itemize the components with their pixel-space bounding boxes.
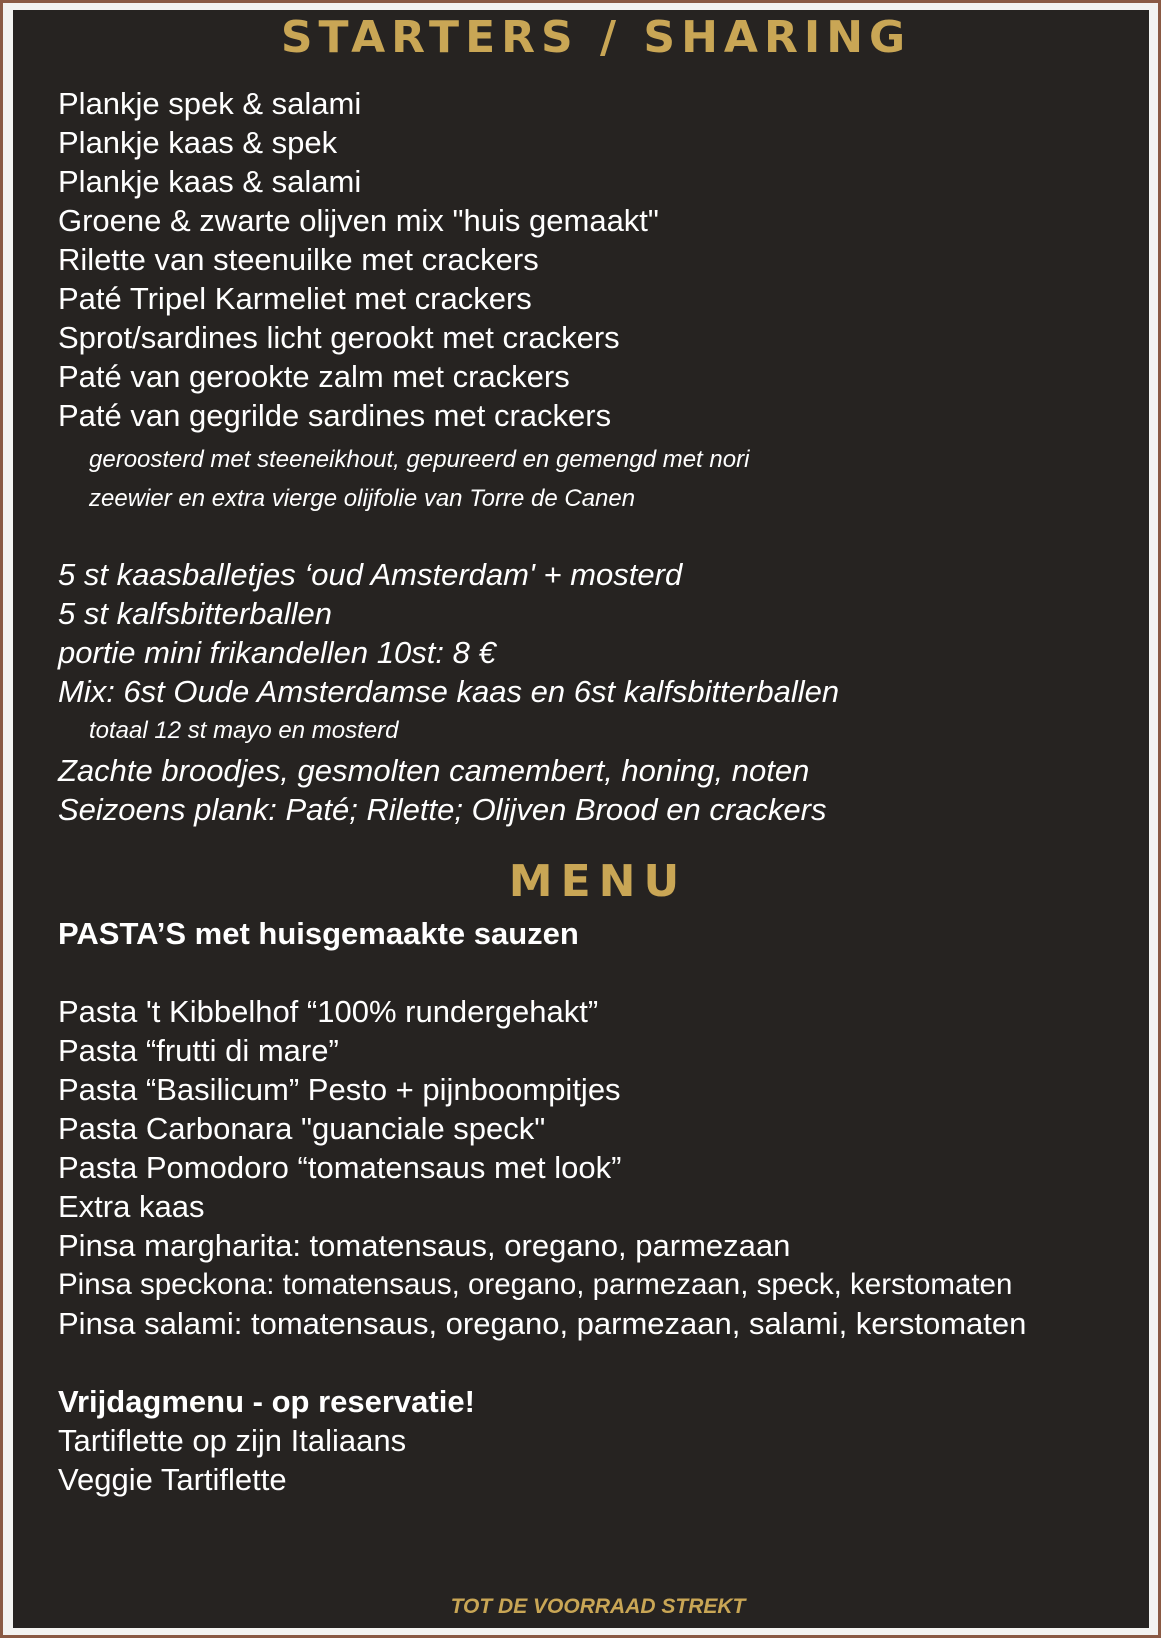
starter-item: Groene & zwarte olijven mix "huis gemaakt" bbox=[58, 203, 659, 238]
snack-item: 5 st kalfsbitterballen bbox=[58, 596, 332, 631]
menu-item: Pasta “frutti di mare” bbox=[58, 1033, 339, 1068]
mix-note: totaal 12 st mayo en mosterd bbox=[89, 717, 399, 744]
menu-item: Pasta “Basilicum” Pesto + pijnboompitjes bbox=[58, 1072, 621, 1107]
snack-item: Zachte broodjes, gesmolten camembert, honing, noten bbox=[58, 753, 810, 788]
starters-heading: STARTERS / SHARING bbox=[280, 12, 912, 63]
sardine-note: zeewier en extra vierge olijfolie van Torre de Canen bbox=[89, 485, 636, 512]
friday-item: Tartiflette op zijn Italiaans bbox=[58, 1423, 407, 1458]
menu-item: Pasta 't Kibbelhof “100% rundergehakt” bbox=[58, 994, 599, 1029]
menu-item: Pasta Pomodoro “tomatensaus met look” bbox=[58, 1150, 622, 1185]
menu-item: Extra kaas bbox=[58, 1189, 205, 1224]
menu-item: Pasta Carbonara "guanciale speck" bbox=[58, 1111, 546, 1146]
starter-item: Plankje spek & salami bbox=[58, 86, 362, 121]
stock-notice: TOT DE VOORRAAD STREKT bbox=[450, 1595, 746, 1618]
menu-item: Pinsa salami: tomatensaus, oregano, parmezaan, salami, kerstomaten bbox=[58, 1306, 1027, 1341]
starter-item: Plankje kaas & salami bbox=[58, 164, 362, 199]
starter-item: Sprot/sardines licht gerookt met crackers bbox=[58, 320, 620, 355]
menu-item: Pinsa margharita: tomatensaus, oregano, parmezaan bbox=[58, 1228, 791, 1263]
starter-item: Paté Tripel Karmeliet met crackers bbox=[58, 281, 532, 316]
pasta-heading: PASTA’S met huisgemaakte sauzen bbox=[58, 916, 579, 951]
starter-item: Paté van gerookte zalm met crackers bbox=[58, 359, 570, 394]
friday-item: Veggie Tartiflette bbox=[58, 1462, 287, 1497]
snack-item: Mix: 6st Oude Amsterdamse kaas en 6st kalfsbitterballen bbox=[58, 674, 840, 709]
snack-item: Seizoens plank: Paté; Rilette; Olijven Brood en crackers bbox=[58, 792, 827, 827]
starter-item: Paté van gegrilde sardines met crackers bbox=[58, 398, 612, 433]
menu-board bbox=[13, 10, 1149, 1628]
sardine-note: geroosterd met steeneikhout, gepureerd en gemengd met nori bbox=[89, 446, 750, 473]
snack-item: portie mini frikandellen 10st: 8 € bbox=[58, 635, 496, 670]
starter-item: Plankje kaas & spek bbox=[58, 125, 338, 160]
friday-heading: Vrijdagmenu - op reservatie! bbox=[58, 1384, 475, 1419]
snack-item: 5 st kaasballetjes ‘oud Amsterdam' + mosterd bbox=[58, 557, 683, 592]
menu-item: Pinsa speckona: tomatensaus, oregano, parmezaan, speck, kerstomaten bbox=[58, 1268, 1013, 1301]
starter-item: Rilette van steenuilke met crackers bbox=[58, 242, 539, 277]
menu-heading: MENU bbox=[508, 856, 688, 907]
